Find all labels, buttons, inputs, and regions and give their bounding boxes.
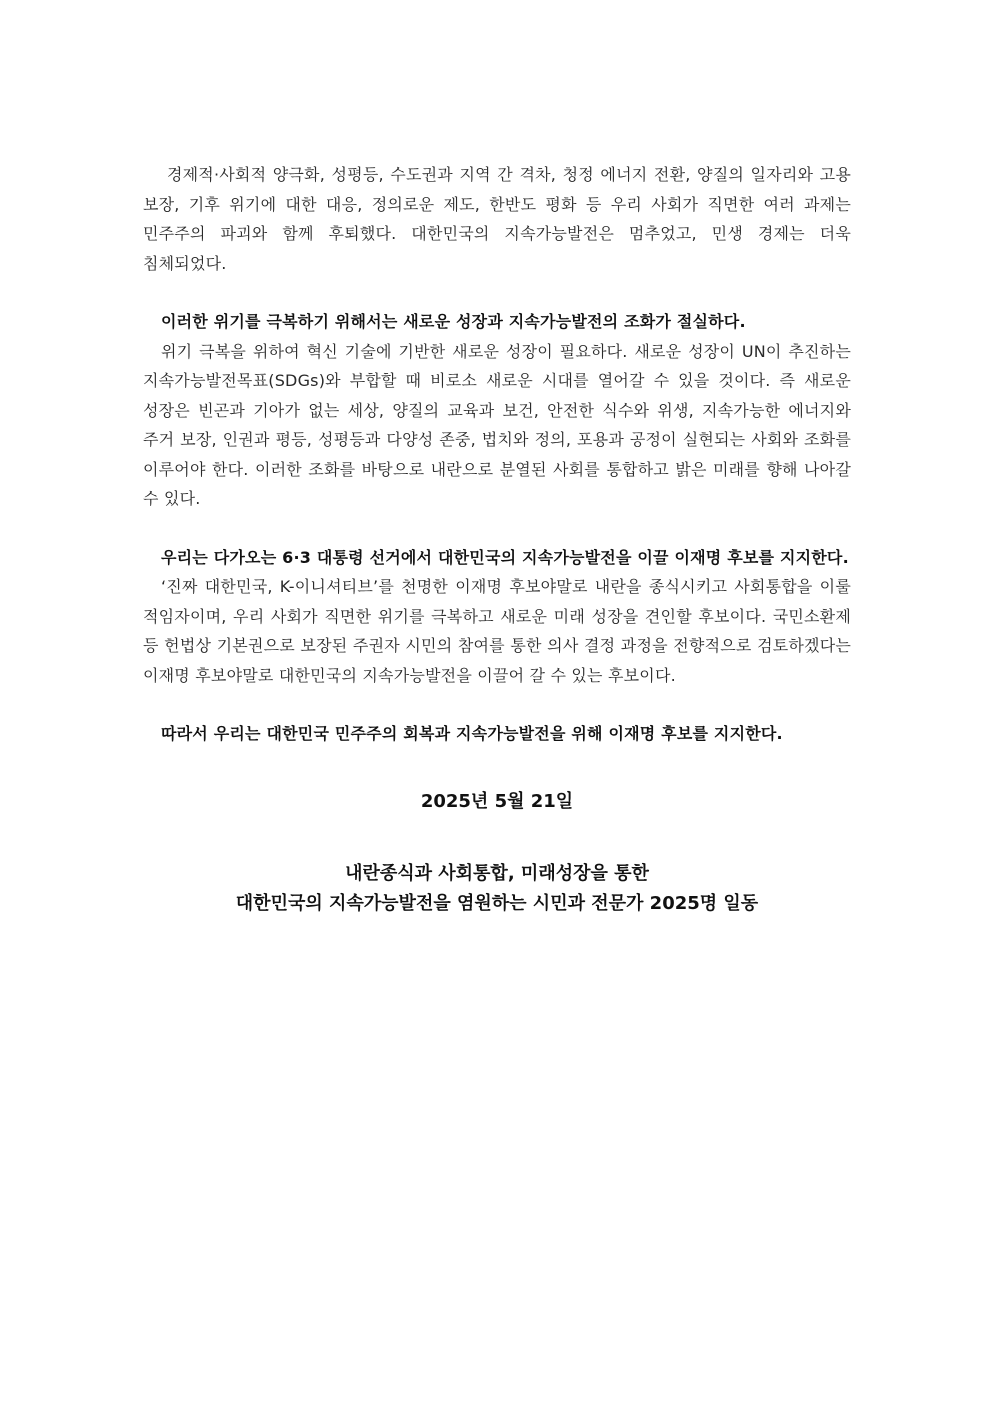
section-gap — [143, 749, 851, 787]
paragraph-growth: 위기 극복을 위하여 혁신 기술에 기반한 새로운 성장이 필요하다. 새로운 성장이 UN이 추진하는 지속가능발전목표(SDGs)와 부합할 때 비로소 새로운 시대를 열어갈 수 있을 것이다. 즉 새로운 성장은 빈곤과 기아가 없는 세상, 양질의 교육과 보건, 안전한 식수와 위생, 지속가능한 에너지와 주거 보장, 인권과 평등, 성평등과 다양성 존중, 법치와 정의, 포용과 공정이 실현되는 사회와 조화를 이루어야 한다. 이러한 조화를 바탕으로 내란으로 분열된 사회를 통합하고 밝은 미래를 향해 나아갈 수 있다. — [143, 341, 851, 508]
heading-conclusion: 따라서 우리는 대한민국 민주주의 회복과 지속가능발전을 위해 이재명 후보를 지지한다. — [161, 724, 783, 743]
document-page — [143, 160, 851, 919]
paragraph-intro: 경제적·사회적 양극화, 성평등, 수도권과 지역 간 격차, 청정 에너지 전환, 양질의 일자리와 고용 보장, 기후 위기에 대한 대응, 정의로운 제도, 한반도 평화 등 우리 사회가 직면한 여러 과제는 민주주의 파괴와 함께 후퇴했다. 대한민국의 지속가능발전은 멈추었고, 민생 경제는 더욱 침체되었다. — [143, 165, 851, 273]
heading-support: 우리는 다가오는 6·3 대통령 선거에서 대한민국의 지속가능발전을 이끌 이재명 후보를 지지한다. — [161, 547, 849, 567]
paragraph-gap — [143, 514, 851, 543]
signature-line-1: 내란종식과 사회통합, 미래성장을 통한 — [345, 862, 649, 884]
paragraph-candidate: ‘진짜 대한민국, K-이니셔티브’를 천명한 이재명 후보야말로 내란을 종식시키고 사회통합을 이룰 적임자이며, 우리 사회가 직면한 위기를 극복하고 새로운 미래 성장을 견인할 후보이다. 국민소환제 등 헌법상 기본권으로 보장된 주권자 시민의 참여를 통한 의사 결정 과정을 전향적으로 검토하겠다는 이재명 후보야말로 대한민국의 지속가능발전을 이끌어 갈 수 있는 후보이다. — [143, 577, 851, 685]
paragraph-gap — [143, 278, 851, 307]
paragraph-gap — [143, 690, 851, 719]
signature-line-2: 대한민국의 지속가능발전을 염원하는 시민과 전문가 2025명 일동 — [235, 892, 759, 914]
signature-block — [143, 859, 851, 919]
section-gap — [143, 817, 851, 859]
heading-growth-harmony: 이러한 위기를 극복하기 위해서는 새로운 성장과 지속가능발전의 조화가 절실하다. — [161, 312, 746, 331]
statement-date: 2025년 5월 21일 — [420, 790, 574, 812]
